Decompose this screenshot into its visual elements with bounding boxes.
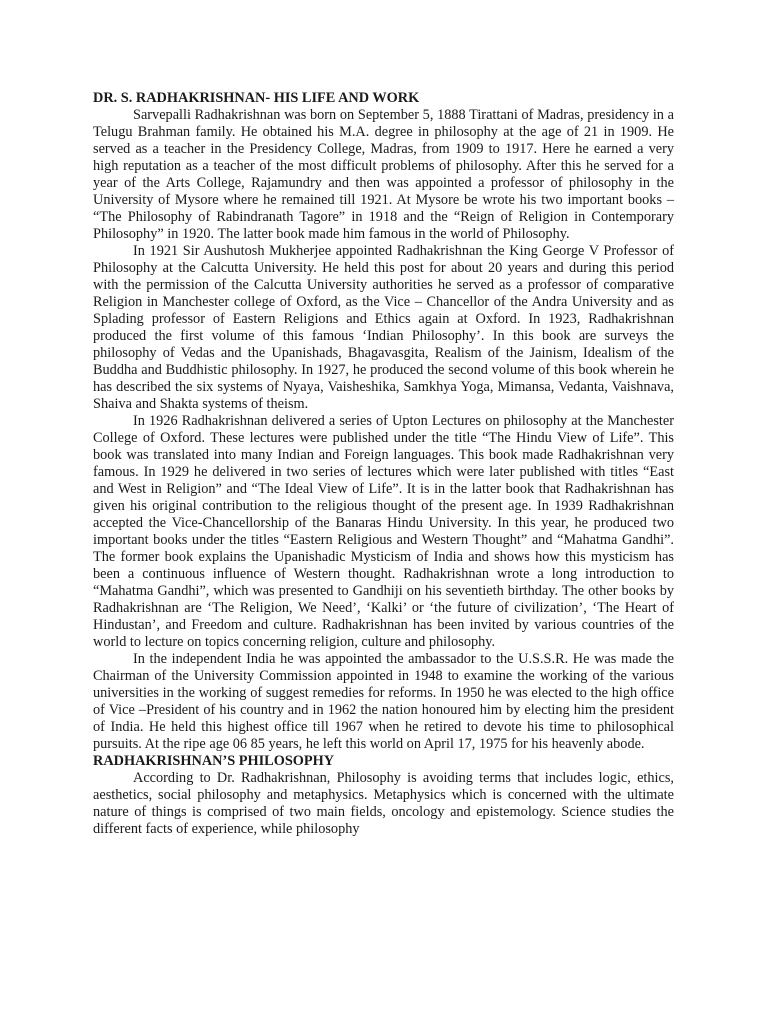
document-page <box>93 90 674 838</box>
paragraph: According to Dr. Radhakrishnan, Philosophy is avoiding terms that includes logic, ethics, aesthetics, social philosophy and metaphysics. Metaphysics which is concerned with the ultimate nature of things is comprised of two main fields, oncology and epistemology. Science studies the different facts of experience, while philosophy <box>93 770 674 837</box>
section-heading-philosophy: RADHAKRISHNAN’S PHILOSOPHY <box>93 753 335 769</box>
paragraph: In 1926 Radhakrishnan delivered a series of Upton Lectures on philosophy at the Manchester College of Oxford. These lectures were published under the title “The Hindu View of Life”. This book was translated into many Indian and Foreign languages. This book made Radhakrishnan very famous. In 1929 he delivered in two series of lectures which were later published with titles “East and West in Religion” and “The Ideal View of Life”. It is in the latter book that Radhakrishnan has given his original contribution to the religious thought of the present age. In 1939 Radhakrishnan accepted the Vice-Chancellorship of the Banaras Hindu University. In this year, he produced two important books under the titles “Eastern Religious and Western Thought” and “Mahatma Gandhi”. The former book explains the Upanishadic Mysticism of India and shows how this mysticism has been a continuous influence of Western thought. Radhakrishnan wrote a long introduction to “Mahatma Gandhi”, which was presented to Gandhiji on his seventieth birthday. The other books by Radhakrishnan are ‘The Religion, We Need’, ‘Kalki’ or ‘the future of civilization’, ‘The Heart of Hindustan’, and Freedom and culture. Radhakrishnan has been invited by various countries of the world to lecture on topics concerning religion, culture and philosophy. <box>93 413 674 650</box>
paragraph: Sarvepalli Radhakrishnan was born on September 5, 1888 Tirattani of Madras, presidency in a Telugu Brahman family. He obtained his M.A. degree in philosophy at the age of 21 in 1909. He served as a teacher in the Presidency College, Madras, from 1909 to 1917. Here he earned a very high reputation as a teacher of the most difficult problems of philosophy. After this he served for a year of the Arts College, Rajamundry and then was appointed a professor of philosophy in the University of Mysore where he remained till 1921. At Mysore be wrote his two important books – “The Philosophy of Rabindranath Tagore” in 1918 and the “Reign of Religion in Contemporary Philosophy” in 1920. The latter book made him famous in the world of Philosophy. <box>93 107 674 242</box>
section-heading-life-and-work: DR. S. RADHAKRISHNAN- HIS LIFE AND WORK <box>93 90 420 106</box>
paragraph: In 1921 Sir Aushutosh Mukherjee appointed Radhakrishnan the King George V Professor of Philosophy at the Calcutta University. He held this post for about 20 years and during this period with the permission of the Calcutta University authorities he served as a professor of comparative Religion in Manchester college of Oxford, as the Vice – Chancellor of the Andra University and as Splading professor of Eastern Religions and Ethics again at Oxford. In 1923, Radhakrishnan produced the first volume of this famous ‘Indian Philosophy’. In this book are surveys the philosophy of Vedas and the Upanishads, Bhagavasgita, Realism of the Jainism, Idealism of the Buddha and Buddhistic philosophy. In 1927, he produced the second volume of this book wherein he has described the six systems of Nyaya, Vaisheshika, Samkhya Yoga, Mimansa, Vedanta, Vaishnava, Shaiva and Shakta systems of theism. <box>93 243 674 412</box>
paragraph: In the independent India he was appointed the ambassador to the U.S.S.R. He was made the Chairman of the University Commission appointed in 1948 to examine the working of the various universities in the working of suggest remedies for reforms. In 1950 he was elected to the high office of Vice –President of his country and in 1962 the nation honoured him by electing him the president of India. He held this highest office till 1967 when he retired to devote his time to philosophical pursuits. At the ripe age 06 85 years, he left this world on April 17, 1975 for his heavenly abode. <box>93 651 674 752</box>
